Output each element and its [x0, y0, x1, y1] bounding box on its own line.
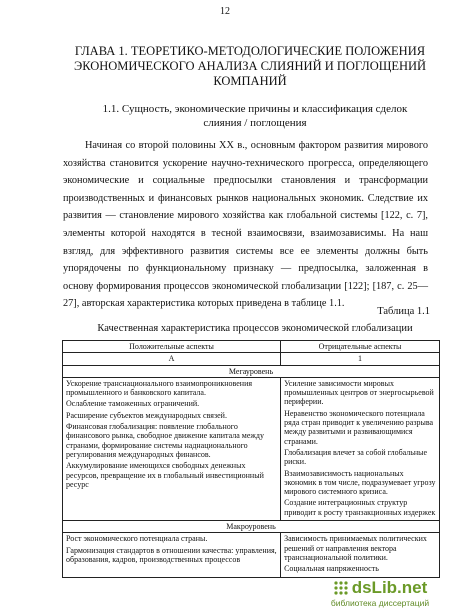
mega-negative-item: Глобализация влечет за собой глобальные риски. [284, 447, 428, 467]
watermark[interactable] [316, 578, 444, 608]
code-1: 1 [281, 353, 440, 365]
table-codes-row [63, 353, 440, 365]
table-label: Таблица 1.1 [377, 306, 430, 317]
header-negative: Отрицательные аспекты [281, 341, 440, 353]
mega-negative-item: Создание интеграционных структур приводит к росту транзакционных издержек [284, 498, 436, 517]
mega-negative-item: Неравенство экономического потенциала ряда стран приводит к увеличению разрыва между развитыми и развивающимися странами. [284, 408, 434, 446]
watermark-logo: dsLib.net [351, 578, 428, 597]
mega-positive-item: Ускорение транснационального взаимопроникновения промышленного и банковского капитала. [66, 378, 253, 398]
macro-negative-cell [281, 533, 440, 577]
macro-positive-item: Гармонизация стандартов в отношении качества: управления, образования, кадров, производственных процессов [66, 545, 277, 564]
macro-negative-item: Социальная напряженность [284, 564, 379, 574]
mega-positive-item: Аккумулирование имеющихся свободных денежных ресурсов, превращение их в глобальный инвестиционный ресурс [66, 461, 264, 489]
macro-level-label: Макроуровень [63, 521, 440, 533]
mega-negative-cell [281, 377, 440, 520]
logo-dots-icon [333, 580, 349, 596]
body-text [63, 137, 428, 313]
chapter-title: ГЛАВА 1. ТЕОРЕТИКО-МЕТОДОЛОГИЧЕСКИЕ ПОЛОЖЕНИЯ ЭКОНОМИЧЕСКОГО АНАЛИЗА СЛИЯНИЙ И ПОГЛОЩЕНИЙ КОМПАНИЙ [73, 44, 427, 88]
mega-content-row [63, 377, 440, 520]
section-title: 1.1. Сущность, экономические причины и классификация сделок слияния / поглощения [102, 103, 408, 129]
macro-level-row [63, 521, 440, 533]
mega-positive-cell [63, 377, 281, 520]
mega-positive-item: Ослабление таможенных ограничений. [66, 399, 200, 409]
macro-negative-item: Зависимость принимаемых политических решений от направления вектора транснациональной политики. [284, 534, 427, 562]
characteristics-table [62, 340, 440, 578]
mega-positive-item: Расширение субъектов международных связей. [66, 410, 227, 420]
table-header-row [63, 341, 440, 353]
table-title: Качественная характеристика процессов экономической глобализации [97, 323, 413, 334]
header-positive: Положительные аспекты [63, 341, 281, 353]
page-number: 12 [220, 6, 230, 17]
mega-negative-item: Взаимозависимость национальных экономик в том числе, подразумевает угрозу мирового системного кризиса. [284, 468, 436, 497]
macro-positive-item: Рост экономического потенциала страны. [66, 534, 208, 544]
watermark-subtitle: библиотека диссертаций [330, 598, 430, 608]
macro-content-row [63, 533, 440, 577]
mega-negative-item: Усиление зависимости мировых промышленных центров от энергосырьевой периферии. [284, 378, 434, 407]
mega-level-row [63, 365, 440, 377]
macro-positive-cell [63, 533, 281, 577]
mega-positive-item: Финансовая глобализация: появление глобального финансового рынка, свободное движение капитала между странами, формирование системы наднационального регулирования международных финансов. [66, 422, 264, 459]
mega-level-label: Мегауровень [63, 365, 440, 377]
code-a: А [63, 353, 281, 365]
paragraph: Начиная со второй половины XX в., основным фактором развития мирового хозяйства становится ускорение научно-технического прогресса, определяющего экономические и социальные предпосылки становления и трансформации производственных и финансовых рынков национальных экономик. Следствие их развития — становление мирового хозяйства как глобальной системы [122, с. 7], элементы которой находятся в тесной взаимосвязи, взаимозависимы. На наш взгляд, для эффективного развития системы все ее элементы должны быть упорядочены по функциональному признаку — предпосылка, заложенная в основу формирования процессов экономической глобализации [122]; [187, с. 25—27], авторская характеристика которых приведена в таблице 1.1. [63, 140, 428, 310]
